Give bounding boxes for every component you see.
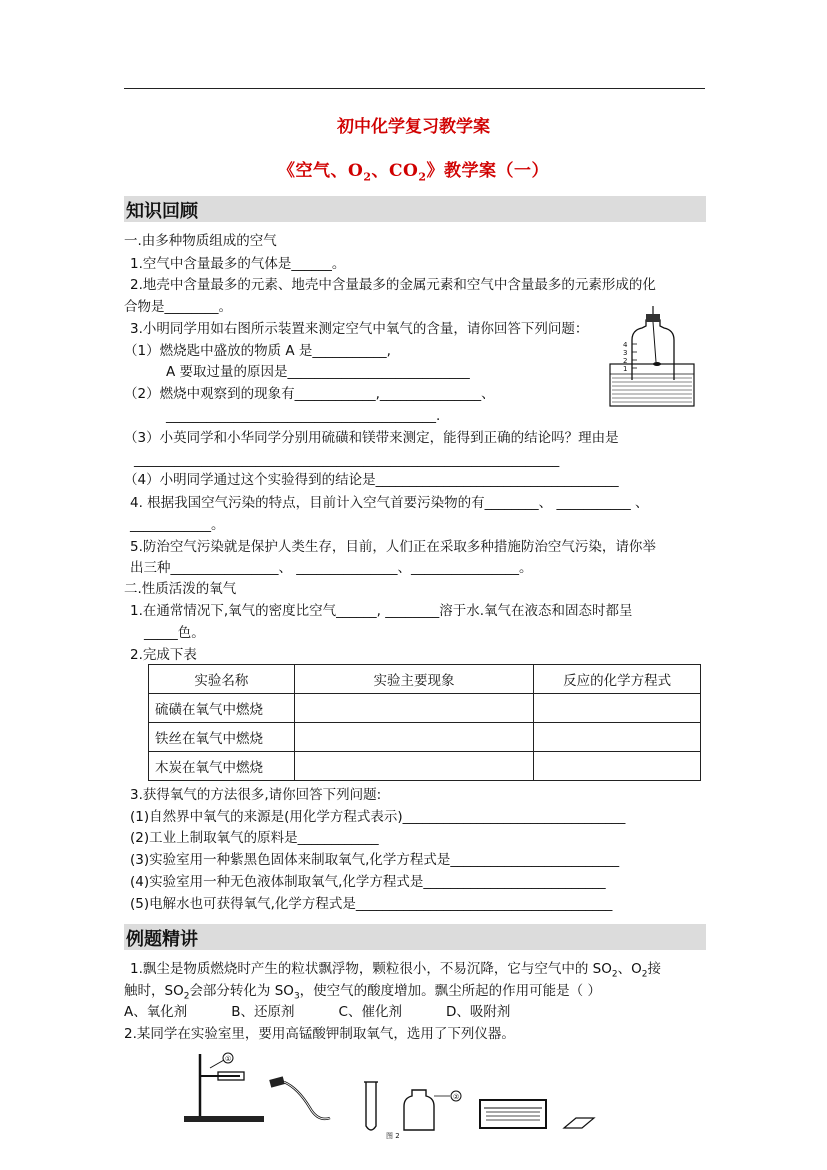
option-a[interactable]: A、氧化剂	[124, 1004, 188, 1020]
example1-line2: 触时，$SO_2$会部分转化为 $SO_3$，使空气的酸度增加。飘尘所起的作用可能是（ ）	[124, 983, 601, 1002]
part2-q2: 2.完成下表	[130, 647, 197, 663]
section-title-review: 知识回顾	[126, 201, 198, 222]
part1-q2-line1: 2.地壳中含量最多的元素、地壳中含量最多的金属元素和空气中含量最多的元素形成的化	[130, 277, 656, 293]
table-row	[149, 752, 701, 781]
part1-q1: 1.空气中含量最多的气体是______。	[130, 256, 346, 272]
table-header-cell: 实验主要现象	[294, 665, 534, 694]
part1-q3-4: （4）小明同学通过这个实验得到的结论是____________________________________	[124, 472, 619, 488]
option-b[interactable]: B、还原剂	[231, 1004, 295, 1020]
lab-instruments-figure	[180, 1048, 600, 1140]
table-cell-phenomenon[interactable]	[294, 752, 534, 781]
table-cell-equation[interactable]	[534, 694, 701, 723]
table-header-row	[149, 665, 701, 694]
scale-mark-3: 3	[623, 349, 628, 357]
table-cell-phenomenon[interactable]	[294, 723, 534, 752]
delivery-tube-icon	[269, 1076, 330, 1119]
table-cell-name: 硫磺在氧气中燃烧	[149, 694, 295, 723]
part1-q3-1: （1）燃烧匙中盛放的物质 A 是___________,	[124, 343, 391, 359]
part1-q4-line2: ____________。	[130, 517, 225, 533]
table-header-cell: 实验名称	[149, 665, 295, 694]
figure-label-1: ①	[225, 1055, 232, 1063]
part2-q1-line2: _____色。	[144, 625, 205, 641]
table-row	[149, 694, 701, 723]
gas-bottle-icon	[404, 1090, 461, 1130]
doc-title: 初中化学复习教学案	[337, 117, 490, 137]
part2-q3: 3.获得氧气的方法很多,请你回答下列问题:	[130, 787, 382, 803]
table-cell-name: 铁丝在氧气中燃烧	[149, 723, 295, 752]
section-band-examples	[124, 924, 706, 950]
part2-q3-2: (2)工业上制取氧气的原料是____________	[130, 830, 379, 846]
part1-q3: 3.小明同学用如右图所示装置来测定空气中氧气的含量，请你回答下列问题：	[130, 321, 589, 337]
part2-q1-line1: 1.在通常情况下,氧气的密度比空气______, ________溶于水.氧气在液态和固态时都呈	[130, 603, 633, 619]
part1-q3-2b: ________________________________________.	[166, 408, 441, 424]
glass-plate-icon	[564, 1118, 594, 1128]
table-cell-equation[interactable]	[534, 723, 701, 752]
scale-mark-2: 2	[623, 357, 628, 365]
part1-q2-line2: 合物是________。	[124, 299, 232, 315]
iron-stand-icon	[184, 1053, 264, 1122]
option-c[interactable]: C、催化剂	[338, 1004, 402, 1020]
part1-q3-1b: A 要取过量的原因是___________________________	[166, 364, 470, 380]
part2-q3-5: (5)电解水也可获得氧气,化学方程式是______________________________________	[130, 896, 613, 912]
part1-q3-2: （2）燃烧中观察到的现象有____________,_______________、	[124, 386, 495, 402]
part1-q5-line2: 出三种________________、 _______________、________________。	[130, 560, 533, 576]
scale-mark-1: 1	[623, 365, 628, 373]
part2-q3-4: (4)实验室用一种无色液体制取氧气,化学方程式是___________________________	[130, 874, 606, 890]
part2-q3-3: (3)实验室用一种紫黑色固体来制取氧气,化学方程式是_________________________	[130, 852, 620, 868]
example2: 2.某同学在实验室里，要用高锰酸钾制取氧气，选用了下列仪器。	[124, 1026, 515, 1042]
part1-q3-3b: _______________________________________________________________	[134, 452, 560, 468]
doc-subtitle: 《空气、$O_2$、$CO_2$》教学案（一）	[278, 161, 549, 184]
apparatus-bottle-figure	[608, 304, 696, 408]
figure-caption: 图 2	[386, 1132, 400, 1140]
header-rule	[124, 88, 705, 89]
table-cell-equation[interactable]	[534, 752, 701, 781]
part2-heading: 二.性质活泼的氧气	[124, 581, 237, 597]
table-header-cell: 反应的化学方程式	[534, 665, 701, 694]
part2-q3-1: (1)自然界中氧气的来源是(用化学方程式表示)_________________________________	[130, 809, 626, 825]
part1-q4-line1: 4. 根据我国空气污染的特点，目前计入空气首要污染物的有________、 ___________ 、	[130, 495, 649, 511]
table-row	[149, 723, 701, 752]
part1-q5-line1: 5.防治空气污染就是保护人类生存，目前，人们正在采取多种措施防治空气污染，请你举	[130, 539, 656, 555]
example1-options	[124, 1003, 510, 1021]
test-tube-icon	[364, 1082, 378, 1130]
option-d[interactable]: D、吸附剂	[445, 1004, 511, 1020]
experiment-table	[148, 664, 701, 781]
section-band-review	[124, 196, 706, 222]
example1-line1: 1.飘尘是物质燃烧时产生的粒状飘浮物，颗粒很小，不易沉降，它与空气中的 $SO_2$、$O_2$接	[130, 961, 661, 980]
water-trough-icon	[480, 1100, 546, 1128]
table-cell-phenomenon[interactable]	[294, 694, 534, 723]
scale-mark-4: 4	[623, 341, 628, 349]
section-title-examples: 例题精讲	[126, 929, 198, 950]
part1-q3-3: （3）小英同学和小华同学分别用硫磺和镁带来测定，能得到正确的结论吗？理由是	[124, 430, 619, 446]
part1-heading: 一.由多种物质组成的空气	[124, 233, 277, 249]
figure-label-2: ②	[453, 1093, 460, 1101]
table-cell-name: 木炭在氧气中燃烧	[149, 752, 295, 781]
